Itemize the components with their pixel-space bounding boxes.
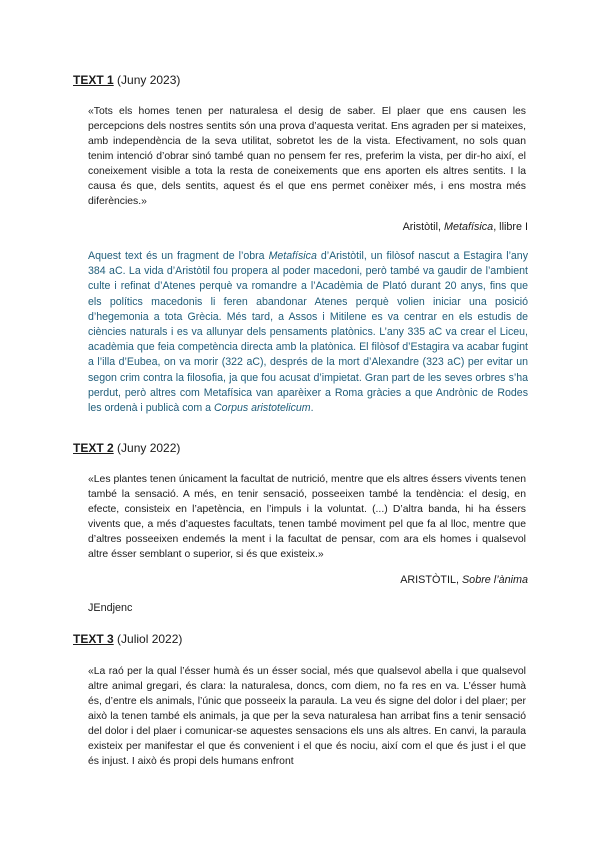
text3-date: (Juliol 2022): [113, 632, 183, 646]
commentary-corpus: Corpus aristotelicum: [214, 402, 311, 415]
text3-label: TEXT 3: [73, 632, 114, 646]
text2-quote: «Les plantes tenen únicament la facultat de nutrició, mentre que els altres éssers vivents tenen també la sensació. A més, en tenir sensació, posseeixen també la tendència: el desig, en efecte, consisteix en l’apetència, en l’impuls i la voluntat. (...) D’altra banda, hi ha éssers vivents que, a més d’aquestes facultats, tenen també moviment pel que fa al lloc, mentre que d’altres posseeixen endemés la ment i la facultat de pensar, com ara els homes i qualsevol altre ésser semblant o superior, si és que existeix.»: [88, 474, 526, 560]
text1-quote: «Tots els homes tenen per naturalesa el desig de saber. El plaer que ens causen les percepcions dels nostres sentits són una prova d’aquesta veritat. Ens agraden per si mateixes, amb independència de la seva utilitat, sobretot les de la vista. Efectivament, no sols quan tenim intenció d’obrar sinó també quan no pensem fer res, preferim la vista, per dir-ho així, el coneixement visible a tota la resta de coneixements que ens aporten els altres sentits. I la causa és que, dels sentits, aquest és el que ens permet conèixer més, i ens mostra més diferències.»: [88, 106, 526, 207]
text1-work: Metafísica: [443, 221, 494, 233]
text3-quote: «La raó per la qual l’ésser humà és un ésser social, més que qualsevol abella i que qualsevol altre animal gregari, és clara: la naturalesa, doncs, com diem, no fa res en va. L’ésser humà és, d’entre els animals, l’únic que posseeix la paraula. La veu és signe del dolor i del plaer; per això la tenen també els animals, ja que per la seva naturalesa han arribat fins a tenir sensació del dolor i del plaer i comunicar-se aquestes sensacions els uns als altres. En canvi, la paraula existeix per manifestar el que és convenient i el que és nociu, així com el que és just i el que és injust. I això és propi dels humans enfront: [88, 666, 526, 767]
text2-label: TEXT 2: [73, 441, 114, 455]
text2-attribution: [400, 573, 528, 587]
text3-heading: [73, 632, 182, 646]
text1-commentary: [88, 249, 528, 416]
text1-label: TEXT 1: [73, 73, 114, 87]
text1-author: Aristòtil,: [402, 221, 444, 233]
text1-attribution: [403, 220, 528, 234]
text2-date: (Juny 2022): [113, 441, 181, 455]
text2-heading: [73, 441, 180, 455]
text1-attribution-extra: , llibre I: [493, 221, 528, 233]
text2-note: JEndjenc: [88, 602, 133, 614]
commentary-work-title: Metafísica: [268, 250, 317, 262]
text2-work: Sobre l’ànima: [461, 574, 528, 586]
text1-heading: [73, 73, 180, 87]
commentary-part3: .: [310, 402, 314, 415]
text1-date: (Juny 2023): [113, 73, 181, 87]
commentary-part2: d’Aristòtil, un filòsof nascut a Estagira l’any 384 aC. La vida d’Aristòtil fou propera al poder macedoni, però també va gaudir de l’ambient culte i refinat d’Atenes perquè va romandre a l’Acadèmia de Plató durant 20 anys, fins que els polítics macedonis li feren abandonar Atenes perquè volien iniciar una posició d’hegemonia a tota Grècia. Més tard, a Assos i Mitilene es va centrar en els estudis de ciències naturals i es va allunyar dels pensaments platònics. L’any 335 aC va crear el Liceu, acadèmia que feia competència directa amb la platònica. El filòsof d’Estagira va acabar fugint a l’illa d’Eubea, on va morir (322 aC), després de la mort d’Alexandre (323 aC) per evitar un segon crim contra la filosofia, ja que fou acusat d’impietat. Gran part de les seves orbres s’ha perdut, però altres com Metafísica van aparèixer a Roma gràcies a que Andrònic de Rodes les ordenà i publicà com a: [88, 250, 528, 415]
text2-author: ARISTÒTIL,: [400, 574, 462, 586]
commentary-part1: Aquest text és un fragment de l’obra: [88, 250, 269, 262]
